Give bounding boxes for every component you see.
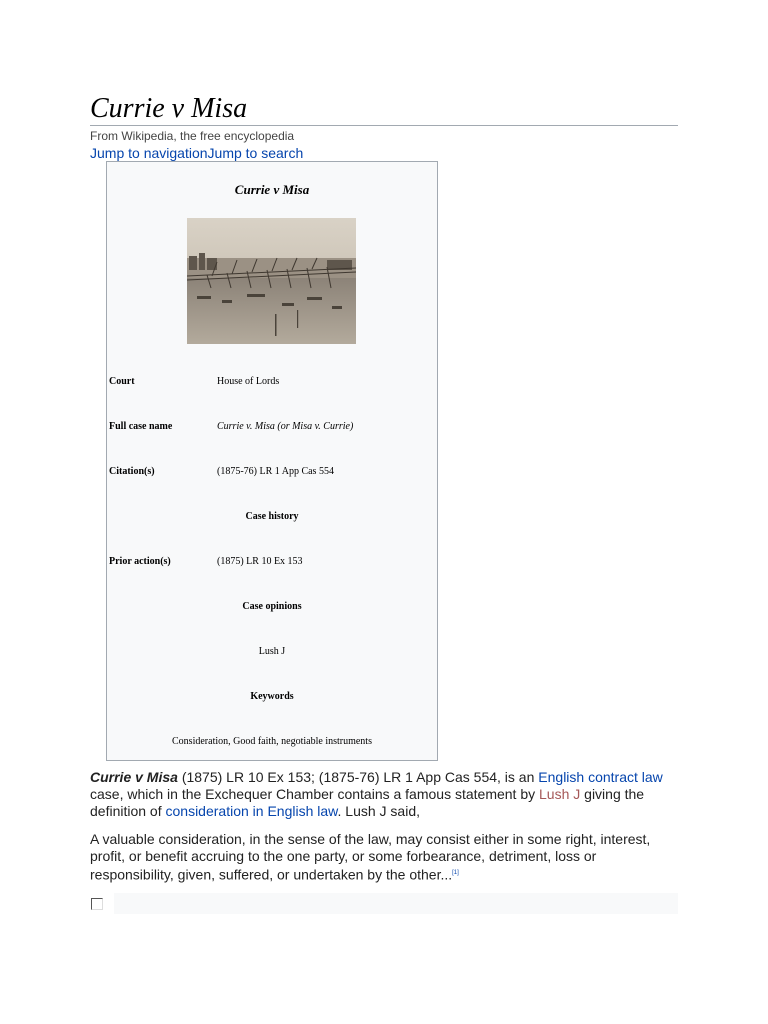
case-name-bold: Currie v Misa	[90, 769, 178, 785]
section-header: Keywords	[250, 691, 294, 702]
intro-text: giving the definition of	[90, 786, 645, 819]
link-english-contract-law[interactable]: English contract law	[538, 769, 663, 785]
infobox-header-keywords	[107, 690, 437, 704]
row-value: (1875) LR 10 Ex 153	[217, 556, 303, 567]
link-consideration[interactable]: consideration in English law	[165, 803, 338, 819]
row-value: Lush J	[258, 646, 286, 657]
checkbox-icon[interactable]	[91, 898, 103, 910]
row-value: Currie v. Misa (or Misa v. Currie)	[217, 421, 354, 432]
row-label: Court	[109, 376, 135, 387]
infobox	[106, 161, 438, 761]
link-lush-j[interactable]: Lush J	[539, 786, 581, 802]
row-label: Full case name	[109, 421, 173, 432]
infobox-row-prior-actions	[107, 555, 437, 569]
page-title: Currie v Misa	[90, 93, 248, 124]
infobox-title: Currie v Misa	[234, 182, 310, 197]
title-divider	[90, 125, 678, 126]
row-value: House of Lords	[217, 376, 280, 387]
row-label: Citation(s)	[109, 466, 155, 477]
intro-text: case, which in the Exchequer Chamber contains a famous statement by	[90, 786, 540, 802]
row-value: (1875-76) LR 1 App Cas 554	[217, 466, 334, 477]
intro-paragraph	[90, 769, 680, 820]
jump-links	[90, 145, 303, 161]
infobox-row-opinion	[107, 645, 437, 659]
infobox-header-case-opinions	[107, 600, 437, 614]
quote-paragraph	[90, 831, 680, 884]
site-tagline: From Wikipedia, the free encyclopedia	[90, 129, 295, 143]
infobox-row-citations	[107, 465, 437, 479]
intro-text: . Lush J said,	[337, 803, 420, 819]
section-header: Case opinions	[242, 601, 302, 612]
row-label: Prior action(s)	[109, 556, 171, 567]
case-photo[interactable]	[187, 218, 356, 344]
collapsed-box	[114, 893, 678, 914]
infobox-row-court	[107, 375, 437, 389]
jump-to-navigation-link[interactable]: Jump to navigation	[90, 145, 208, 161]
row-value: Consideration, Good faith, negotiable instruments	[172, 736, 372, 747]
reference-1[interactable]: [1]	[452, 870, 459, 876]
infobox-header-case-history	[107, 510, 437, 524]
infobox-row-keywords	[107, 735, 437, 749]
section-header: Case history	[245, 511, 299, 522]
jump-to-search-link[interactable]: Jump to search	[207, 145, 304, 161]
infobox-row-full-case-name	[107, 420, 437, 434]
intro-text: (1875) LR 10 Ex 153; (1875-76) LR 1 App Cas 554, is an	[177, 769, 539, 785]
quote-text: A valuable consideration, in the sense of the law, may consist either in some right, interest, profit, or benefit accruing to the one party, or some forbearance, detriment, loss or responsibility, given, suffered, or undertaken by the other...	[90, 831, 651, 883]
